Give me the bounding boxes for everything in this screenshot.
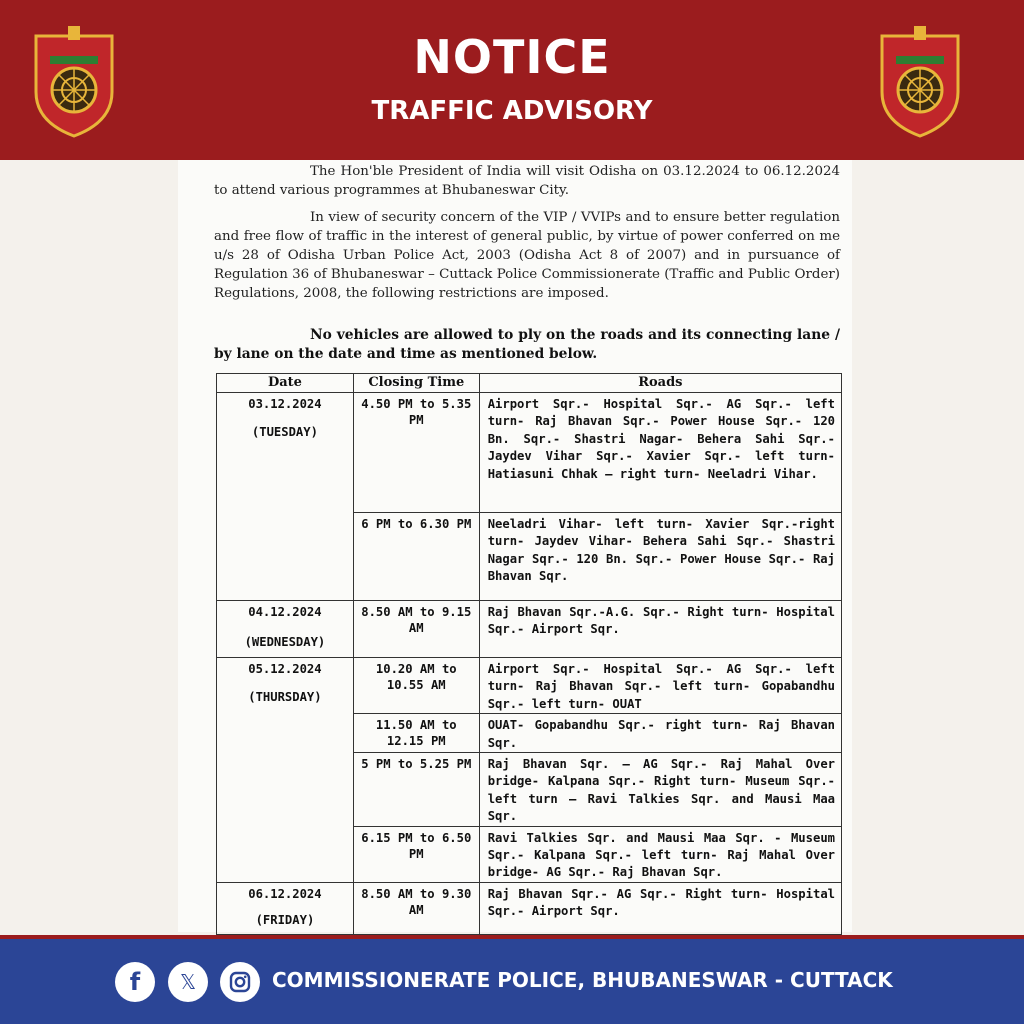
time-cell: 11.50 AM to 12.15 PM xyxy=(353,714,479,753)
roads-cell: Airport Sqr.- Hospital Sqr.- AG Sqr.- left turn- Raj Bhavan Sqr.- Power House Sqr.- 120 Bn. Sqr.- Shastri Nagar- Behera Sahi Sqr.- Jaydev Vihar Sqr.- Xavier Sqr.- left turn- Hatiasuni Chhak – right turn- Neeladri Vihar. xyxy=(479,393,841,513)
table-row xyxy=(217,393,842,513)
date-cell xyxy=(217,658,354,883)
roads-cell: Airport Sqr.- Hospital Sqr.- AG Sqr.- left turn- Raj Bhavan Sqr.- left turn- Gopabandhu Sqr.- left turn- OUAT xyxy=(479,658,841,714)
day-value: (FRIDAY) xyxy=(255,912,315,927)
roads-cell: Ravi Talkies Sqr. and Mausi Maa Sqr. - Museum Sqr.- Kalpana Sqr.- left turn- Raj Mahal Over bridge- AG Sqr.- Raj Bhavan Sqr. xyxy=(479,826,841,882)
x-icon[interactable]: 𝕏 xyxy=(168,962,208,1002)
table-row xyxy=(217,658,842,714)
restriction-table xyxy=(216,373,842,935)
date-value: 03.12.2024 xyxy=(248,397,322,411)
roads-cell: Neeladri Vihar- left turn- Xavier Sqr.-right turn- Jaydev Vihar- Behera Sahi Sqr.- Shastri Nagar Sqr.- 120 Bn. Sqr.- Power House Sqr.- Raj Bhavan Sqr. xyxy=(479,513,841,601)
time-cell: 6.15 PM to 6.50 PM xyxy=(353,826,479,882)
day-value: (THURSDAY) xyxy=(248,690,322,704)
time-cell: 5 PM to 5.25 PM xyxy=(353,753,479,827)
time-cell: 10.20 AM to 10.55 AM xyxy=(353,658,479,714)
time-cell: 6 PM to 6.30 PM xyxy=(353,513,479,601)
notice-subtitle: TRAFFIC ADVISORY xyxy=(371,96,653,126)
time-cell: 8.50 AM to 9.15 AM xyxy=(353,601,479,658)
date-value: 06.12.2024 xyxy=(248,886,322,901)
table-row xyxy=(217,882,842,934)
roads-cell: Raj Bhavan Sqr. – AG Sqr.- Raj Mahal Over bridge- Kalpana Sqr.- Right turn- Museum Sqr.- left turn – Ravi Talkies Sqr. and Mausi Maa Sqr. xyxy=(479,753,841,827)
day-value: (WEDNESDAY) xyxy=(244,635,326,649)
date-cell xyxy=(217,601,354,658)
instagram-icon[interactable] xyxy=(220,962,260,1002)
roads-cell: Raj Bhavan Sqr.- AG Sqr.- Right turn- Hospital Sqr.- Airport Sqr. xyxy=(479,882,841,934)
roads-cell: OUAT- Gopabandhu Sqr.- right turn- Raj Bhavan Sqr. xyxy=(479,714,841,753)
header-roads: Roads xyxy=(479,374,841,393)
roads-cell: Raj Bhavan Sqr.-A.G. Sqr.- Right turn- Hospital Sqr.- Airport Sqr. xyxy=(479,601,841,658)
table-row xyxy=(217,601,842,658)
table-header-row xyxy=(217,374,842,393)
notice-title: NOTICE xyxy=(413,30,611,84)
intro-paragraph: The Hon'ble President of India will visit Odisha on 03.12.2024 to 06.12.2024 to attend various programmes at Bhubaneswar City. xyxy=(214,164,840,198)
header-closing-time: Closing Time xyxy=(353,374,479,393)
footer-org-name: COMMISSIONERATE POLICE, BHUBANESWAR - CUTTACK xyxy=(272,968,893,992)
header-date: Date xyxy=(217,374,354,393)
date-value: 04.12.2024 xyxy=(248,605,322,619)
regulation-paragraph: In view of security concern of the VIP / VVIPs and to ensure better regulation and free flow of traffic in the interest of general public, by virtue of power conferred on me u/s 28 of Odisha Urban Police Act, 2003 (Odisha Act 8 of 2007) and in pursuance of Regulation 36 of Bhubaneswar – Cuttack Police Commissionerate (Traffic and Public Order) Regulations, 2008, the following restrictions are imposed. xyxy=(214,210,840,301)
facebook-icon[interactable]: f xyxy=(115,962,155,1002)
date-value: 05.12.2024 xyxy=(248,662,322,676)
day-value: (TUESDAY) xyxy=(251,425,318,439)
time-cell: 4.50 PM to 5.35 PM xyxy=(353,393,479,513)
restriction-statement: No vehicles are allowed to ply on the roads and its connecting lane / by lane on the date and time as mentioned below. xyxy=(214,327,840,362)
date-cell xyxy=(217,882,354,934)
time-cell: 8.50 AM to 9.30 AM xyxy=(353,882,479,934)
date-cell xyxy=(217,393,354,601)
